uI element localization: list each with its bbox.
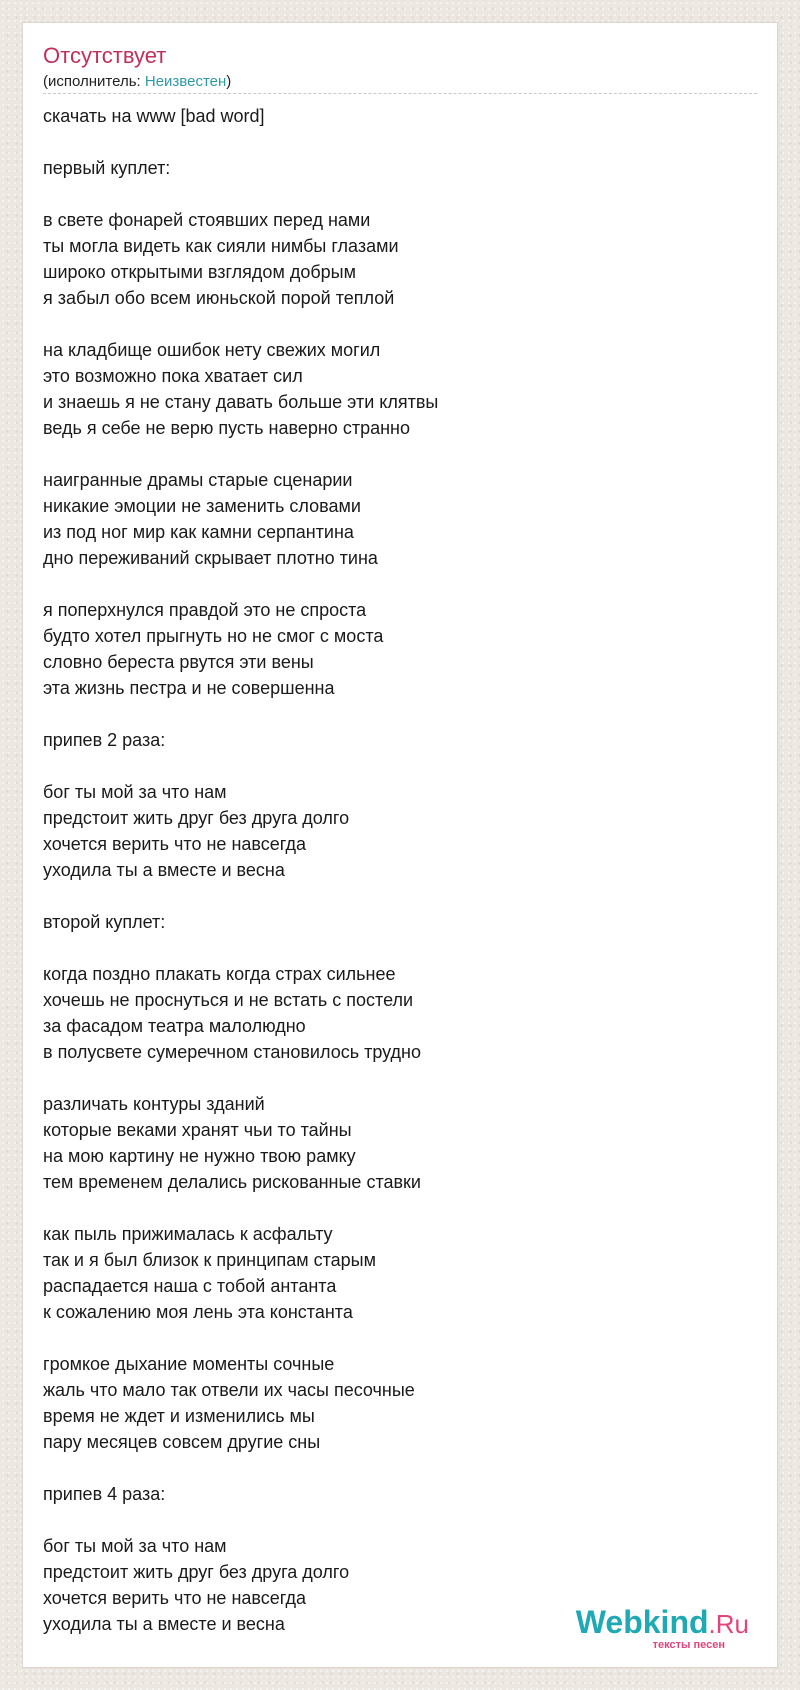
- lyric-line: бог ты мой за что нам: [43, 1536, 227, 1556]
- lyric-blank-line: [43, 883, 743, 909]
- lyric-blank-line: [43, 753, 743, 779]
- lyric-line: я поперхнулся правдой это не спроста: [43, 600, 367, 620]
- lyric-line: уходила ты а вместе и весна: [43, 860, 285, 880]
- logo-tagline: тексты песен: [652, 1639, 725, 1651]
- title-divider: [43, 93, 757, 94]
- logo-tld: .Ru: [708, 1609, 749, 1639]
- lyric-blank-line: [43, 129, 743, 155]
- lyric-line: на кладбище ошибок нету свежих могил: [43, 340, 381, 360]
- lyric-line: широко открытыми взглядом добрым: [43, 262, 356, 282]
- lyric-line: в свете фонарей стоявших перед нами: [43, 210, 371, 230]
- lyric-line: как пыль прижималась к асфальту: [43, 1224, 333, 1244]
- lyric-line: из под ног мир как камни серпантина: [43, 522, 354, 542]
- lyric-blank-line: [43, 1325, 743, 1351]
- lyric-blank-line: [43, 701, 743, 727]
- lyric-line: громкое дыхание моменты сочные: [43, 1354, 335, 1374]
- lyric-blank-line: [43, 181, 743, 207]
- artist-link[interactable]: Неизвестен: [144, 73, 227, 90]
- artist-suffix: ): [226, 73, 232, 90]
- lyric-line: второй куплет:: [43, 912, 166, 932]
- logo-wordmark: [576, 1605, 749, 1641]
- lyric-line: словно береста рвутся эти вены: [43, 652, 314, 672]
- lyric-line: хочется верить что не навсегда: [43, 834, 307, 854]
- lyric-blank-line: [43, 1065, 743, 1091]
- lyric-line: хочешь не проснуться и не встать с постели: [43, 990, 414, 1010]
- lyric-blank-line: [43, 1455, 743, 1481]
- lyric-line: и знаешь я не стану давать больше эти клятвы: [43, 392, 439, 412]
- lyric-line: жаль что мало так отвели их часы песочные: [43, 1380, 415, 1400]
- lyric-line: к сожалению моя лень эта константа: [43, 1302, 353, 1322]
- lyric-line: уходила ты а вместе и весна: [43, 1614, 285, 1634]
- lyric-line: наигранные драмы старые сценарии: [43, 470, 353, 490]
- lyric-line: припев 2 раза:: [43, 730, 166, 750]
- lyric-blank-line: [43, 935, 743, 961]
- lyric-line: будто хотел прыгнуть но не смог с моста: [43, 626, 384, 646]
- lyric-blank-line: [43, 1195, 743, 1221]
- lyric-line: так и я был близок к принципам старым: [43, 1250, 376, 1270]
- lyric-line: распадается наша с тобой антанта: [43, 1276, 337, 1296]
- lyric-line: предстоит жить друг без друга долго: [43, 1562, 350, 1582]
- lyric-blank-line: [43, 1507, 743, 1533]
- lyric-line: это возможно пока хватает сил: [43, 366, 303, 386]
- lyric-line: бог ты мой за что нам: [43, 782, 227, 802]
- lyric-line: время не ждет и изменились мы: [43, 1406, 315, 1426]
- lyric-line: ведь я себе не верю пусть наверно странно: [43, 418, 410, 438]
- lyric-blank-line: [43, 441, 743, 467]
- lyric-line: дно переживаний скрывает плотно тина: [43, 548, 378, 568]
- lyric-line: которые веками хранят чьи то тайны: [43, 1120, 352, 1140]
- lyric-line: никакие эмоции не заменить словами: [43, 496, 361, 516]
- song-title: Отсутствует: [43, 43, 167, 68]
- artist-line: [43, 73, 231, 91]
- lyric-line: эта жизнь пестра и не совершенна: [43, 678, 335, 698]
- lyric-line: тем временем делались рискованные ставки: [43, 1172, 421, 1192]
- lyric-line: на мою картину не нужно твою рамку: [43, 1146, 356, 1166]
- lyric-line: предстоит жить друг без друга долго: [43, 808, 350, 828]
- lyric-line: различать контуры зданий: [43, 1094, 265, 1114]
- lyric-line: я забыл обо всем июньской порой теплой: [43, 288, 395, 308]
- lyrics-text: [43, 103, 743, 1637]
- logo-brand: Webkind: [575, 1604, 709, 1640]
- lyric-blank-line: [43, 311, 743, 337]
- lyric-line: хочется верить что не навсегда: [43, 1588, 307, 1608]
- lyric-line: первый куплет:: [43, 158, 171, 178]
- lyric-blank-line: [43, 571, 743, 597]
- lyric-line: пару месяцев совсем другие сны: [43, 1432, 321, 1452]
- lyric-line: за фасадом театра малолюдно: [43, 1016, 306, 1036]
- lyric-line: в полусвете сумеречном становилось трудно: [43, 1042, 421, 1062]
- lyric-line: скачать на www [bad word]: [43, 106, 265, 126]
- lyric-line: ты могла видеть как сияли нимбы глазами: [43, 236, 399, 256]
- lyrics-card: [22, 22, 778, 1668]
- artist-prefix: (исполнитель:: [43, 73, 145, 90]
- webkind-logo: [569, 1605, 749, 1649]
- lyric-line: когда поздно плакать когда страх сильнее: [43, 964, 396, 984]
- lyric-line: припев 4 раза:: [43, 1484, 166, 1504]
